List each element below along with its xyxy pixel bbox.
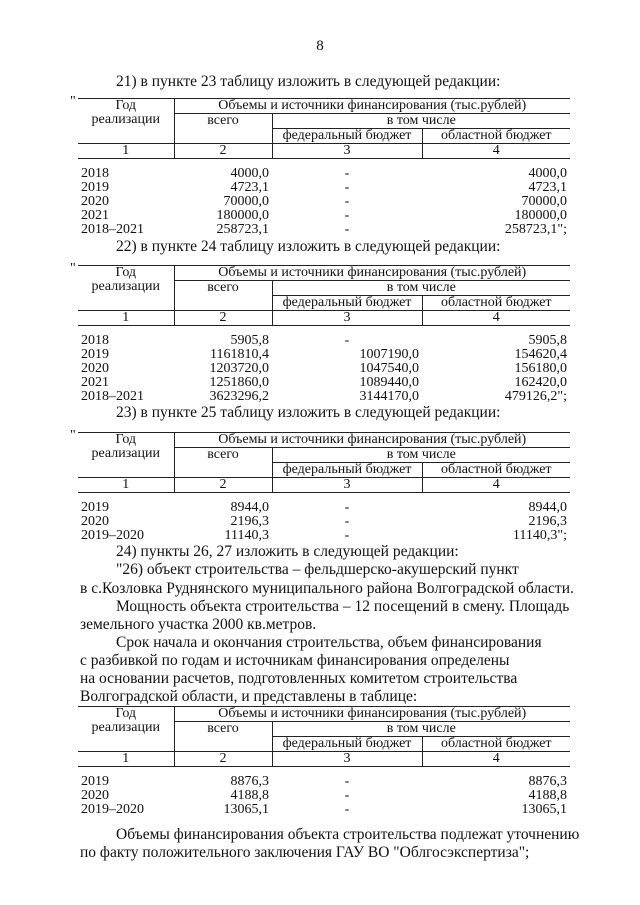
col-num: 2: [174, 752, 272, 767]
section-heading-21: 21) в пункте 23 таблицу изложить в следующей редакции:: [116, 73, 501, 90]
col-num: 4: [422, 478, 570, 493]
header-federal: федеральный бюджет: [272, 463, 422, 478]
header-regional: областной бюджет: [422, 463, 570, 478]
paragraph-line: Объемы финансирования объекта строительства подлежат уточнению: [116, 826, 580, 843]
col-num: 4: [422, 311, 570, 326]
table-row: 2019 1161810,4 1007190,0 154620,4: [81, 346, 567, 362]
financing-table-25: [78, 432, 570, 543]
col-num: 1: [78, 311, 174, 326]
financing-table-24: [78, 265, 570, 404]
table-row: 2019 4723,1 - 4723,1: [81, 179, 567, 195]
header-total: всего: [174, 114, 272, 144]
paragraph-line: земельного участка 2000 кв.метров.: [80, 616, 317, 633]
header-total: всего: [174, 448, 272, 478]
col-num: 1: [78, 144, 174, 159]
table-row: 2019–2020 11140,3 - 11140,3";: [81, 527, 567, 543]
paragraph-line: на основании расчетов, подготовленных комитетом строительства: [80, 670, 518, 687]
paragraph-line: Волгоградской области, и представлены в таблице:: [80, 688, 418, 705]
paragraph-line: Срок начала и окончания строительства, объем финансирования: [116, 634, 542, 651]
page-number: 8: [316, 38, 324, 54]
section-heading-23: 23) в пункте 25 таблицу изложить в следующей редакции:: [116, 404, 501, 421]
col-num: 4: [422, 144, 570, 159]
col-num: 2: [174, 311, 272, 326]
paragraph-line: по факту положительного заключения ГАУ ВО "Облгосэкспертиза";: [80, 844, 530, 861]
header-including: в том числе: [272, 448, 570, 463]
header-federal: федеральный бюджет: [272, 129, 422, 144]
header-year: Год реализации: [78, 433, 174, 478]
financing-table-26: [78, 706, 570, 817]
header-year: Год реализации: [78, 707, 174, 752]
col-num: 4: [422, 752, 570, 767]
paragraph-line: "26) объект строительства – фельдшерско-акушерский пункт: [116, 561, 519, 578]
header-financing: Объемы и источники финансирования (тыс.рублей): [174, 99, 570, 114]
header-year: Год реализации: [78, 99, 174, 144]
table-row: 2018 5905,8 - 5905,8: [81, 332, 567, 348]
header-financing: Объемы и источники финансирования (тыс.рублей): [174, 266, 570, 281]
col-num: 3: [272, 144, 422, 159]
table-row: 2018 4000,0 - 4000,0: [81, 165, 567, 181]
table-row: 2020 70000,0 - 70000,0: [81, 193, 567, 209]
table-row: 2019–2020 13065,1 - 13065,1: [81, 801, 567, 817]
header-regional: областной бюджет: [422, 296, 570, 311]
table-row: 2020 4188,8 - 4188,8: [81, 787, 567, 803]
col-num: 3: [272, 752, 422, 767]
table-row: 2021 180000,0 - 180000,0: [81, 207, 567, 223]
table-row: 2020 2196,3 - 2196,3: [81, 513, 567, 529]
open-quote: ": [70, 428, 76, 443]
paragraph-line: с разбивкой по годам и источникам финансирования определены: [80, 652, 510, 669]
table-row: 2021 1251860,0 1089440,0 162420,0: [81, 374, 567, 390]
header-financing: Объемы и источники финансирования (тыс.рублей): [174, 433, 570, 448]
table-row: 2018–2021 258723,1 - 258723,1";: [81, 221, 567, 237]
open-quote: ": [70, 94, 76, 109]
header-including: в том числе: [272, 722, 570, 737]
header-total: всего: [174, 722, 272, 752]
col-num: 3: [272, 311, 422, 326]
paragraph-line: в с.Козловка Руднянского муниципального района Волгоградской области.: [80, 580, 574, 597]
section-heading-24: 24) пункты 26, 27 изложить в следующей редакции:: [116, 543, 459, 560]
header-financing: Объемы и источники финансирования (тыс.рублей): [174, 707, 570, 722]
col-num: 3: [272, 478, 422, 493]
paragraph-line: Мощность объекта строительства – 12 посещений в смену. Площадь: [116, 598, 570, 615]
col-num: 2: [174, 478, 272, 493]
header-total: всего: [174, 281, 272, 311]
header-federal: федеральный бюджет: [272, 737, 422, 752]
section-heading-22: 22) в пункте 24 таблицу изложить в следующей редакции:: [116, 238, 501, 255]
header-regional: областной бюджет: [422, 737, 570, 752]
open-quote: ": [70, 261, 76, 276]
financing-table-23: [78, 98, 570, 237]
header-year: Год реализации: [78, 266, 174, 311]
table-row: 2020 1203720,0 1047540,0 156180,0: [81, 360, 567, 376]
col-num: 1: [78, 478, 174, 493]
header-including: в том числе: [272, 114, 570, 129]
col-num: 2: [174, 144, 272, 159]
header-including: в том числе: [272, 281, 570, 296]
table-row: 2018–2021 3623296,2 3144170,0 479126,2";: [81, 388, 567, 404]
header-regional: областной бюджет: [422, 129, 570, 144]
table-row: 2019 8944,0 - 8944,0: [81, 499, 567, 515]
col-num: 1: [78, 752, 174, 767]
header-federal: федеральный бюджет: [272, 296, 422, 311]
table-row: 2019 8876,3 - 8876,3: [81, 773, 567, 789]
